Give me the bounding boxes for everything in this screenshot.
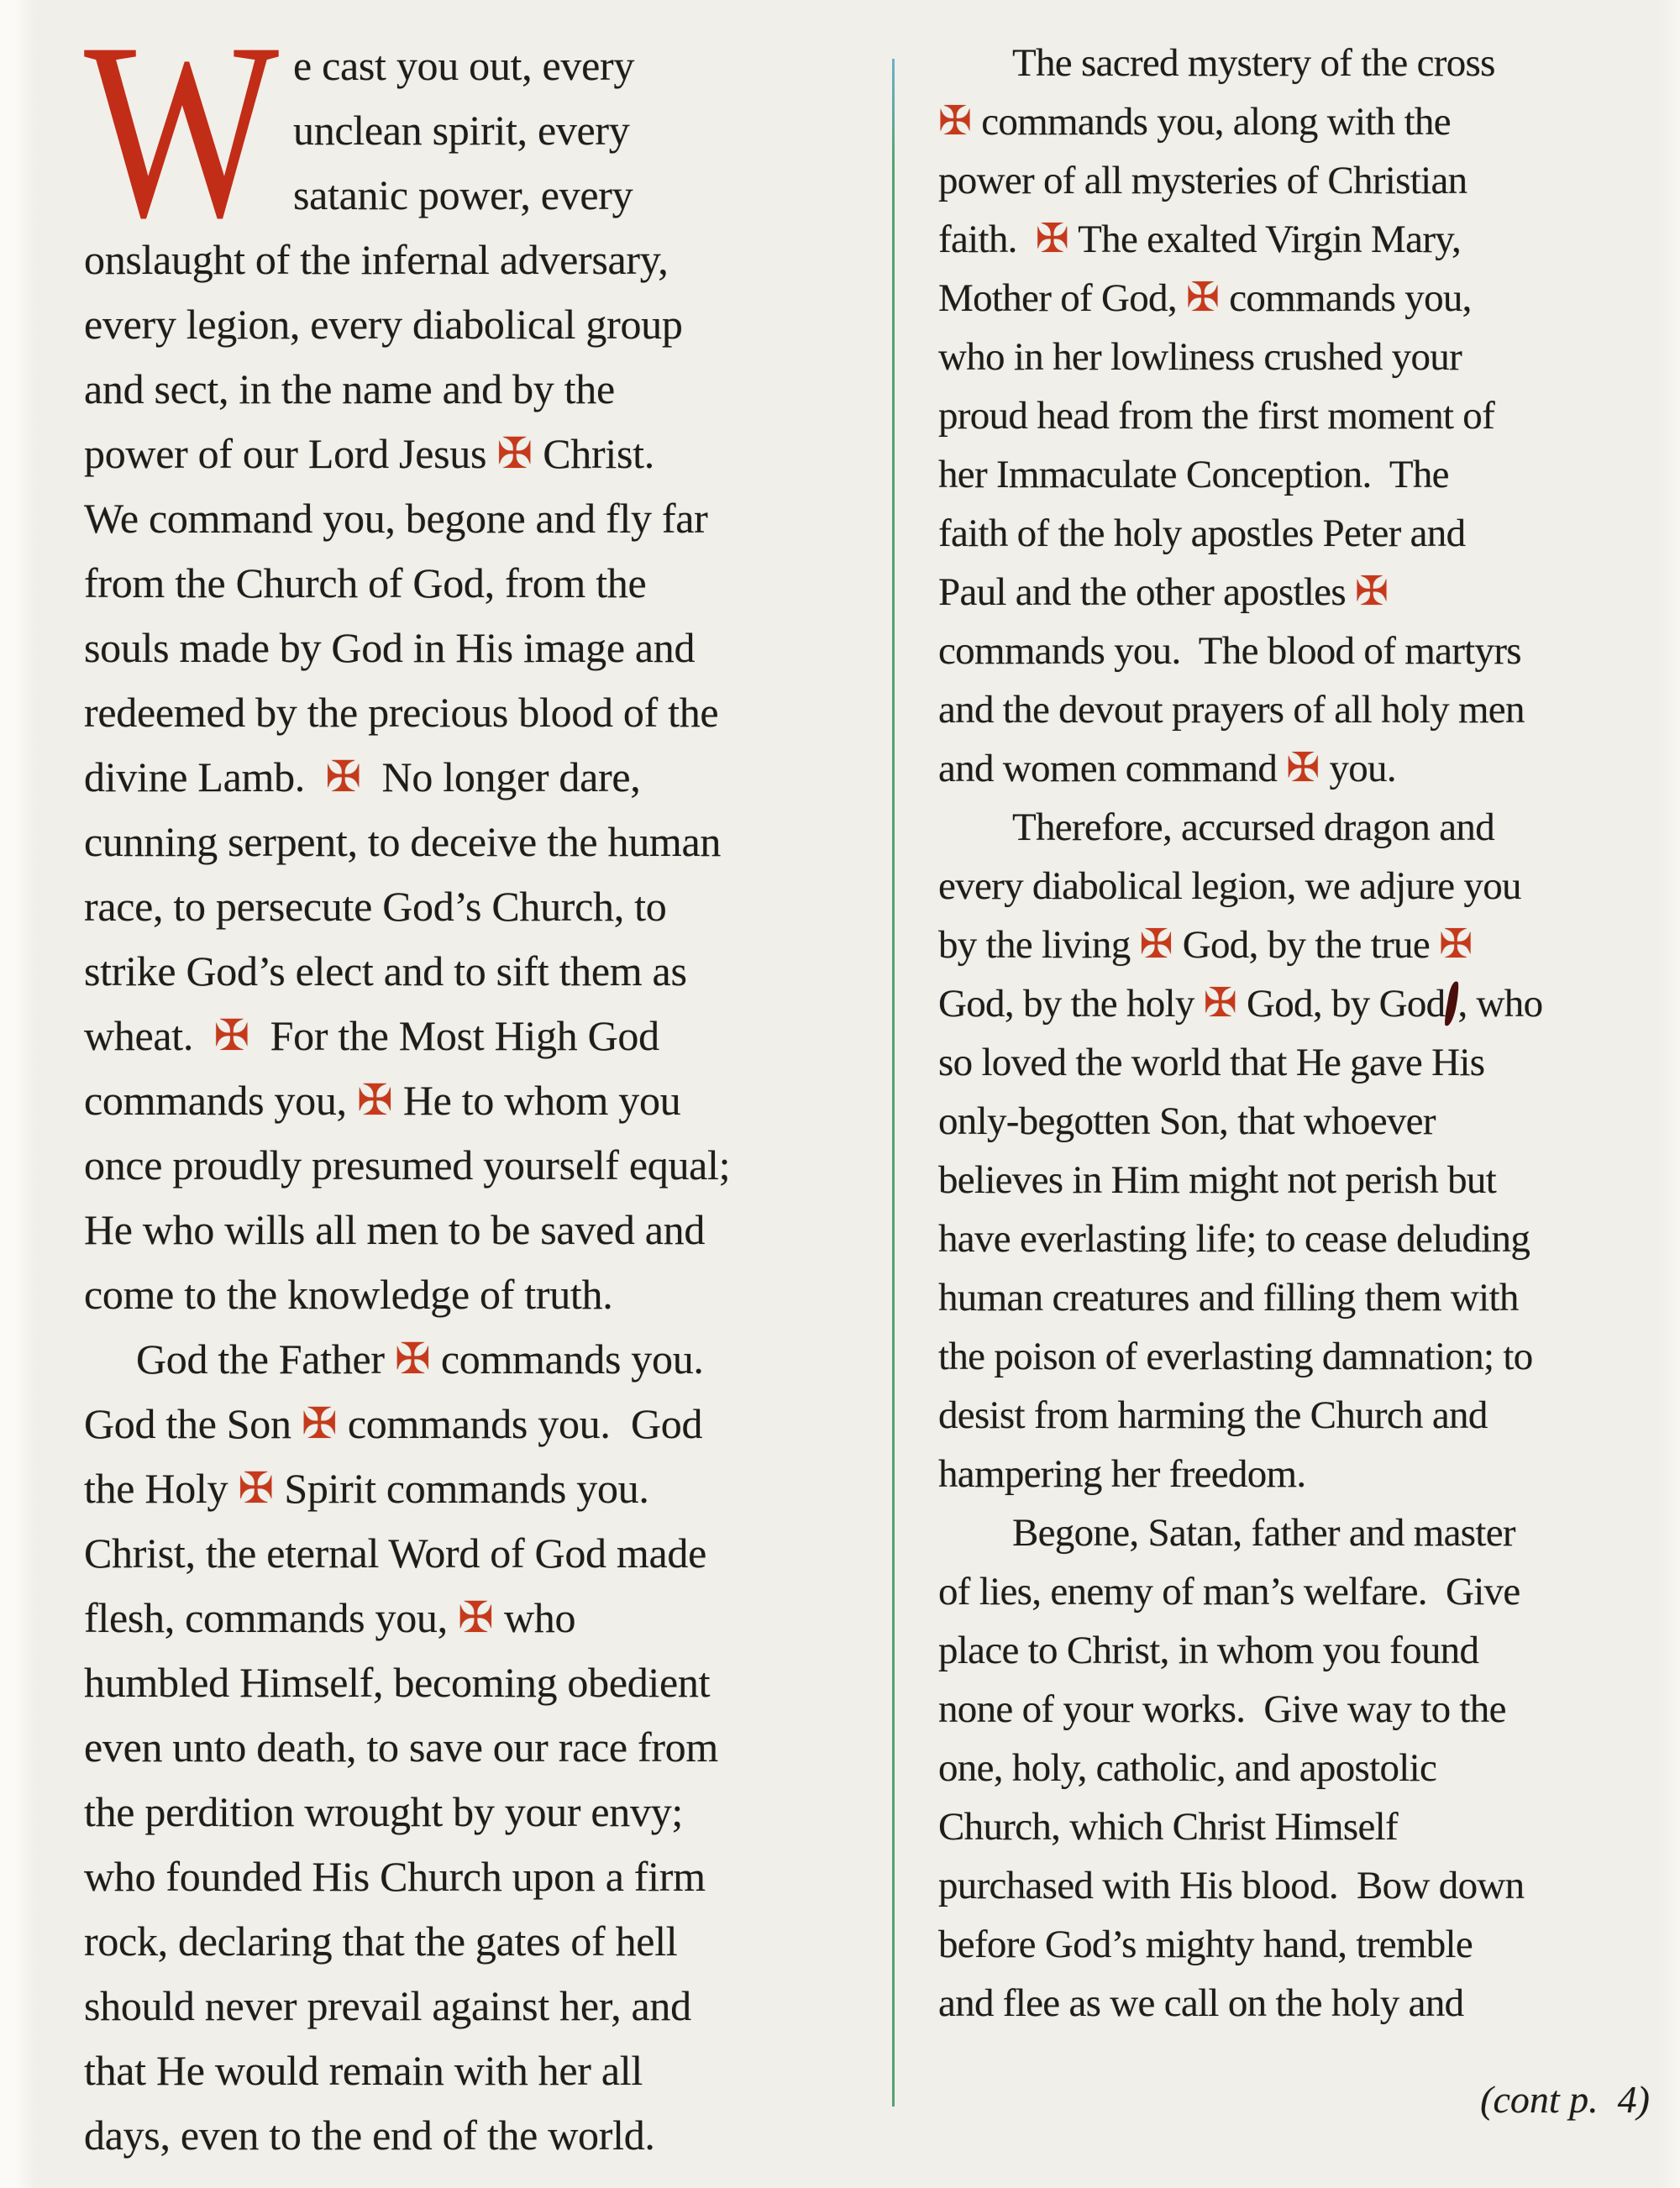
maltese-cross-icon: ✠ xyxy=(1203,980,1237,1026)
left-column xyxy=(84,0,878,2168)
text-line: souls made by God in His image and xyxy=(84,624,696,671)
maltese-cross-icon: ✠ xyxy=(356,1076,393,1125)
text-line: Therefore, accursed dragon and xyxy=(1012,805,1495,849)
text-line: who founded His Church upon a firm xyxy=(84,1853,706,1900)
maltese-cross-icon: ✠ xyxy=(458,1593,494,1643)
text-line: should never prevail against her, and xyxy=(84,1982,691,2029)
maltese-cross-icon: ✠ xyxy=(213,1011,250,1061)
text-line: commands you. The blood of martyrs xyxy=(938,629,1521,673)
text-line: the perdition wrought by your envy; xyxy=(84,1788,683,1835)
text-line: the poison of everlasting damnation; to xyxy=(938,1335,1533,1378)
text-line: place to Christ, in whom you found xyxy=(938,1629,1479,1672)
text-line: ✠ commands you, along with the xyxy=(938,98,1451,144)
text-line: flesh, commands you, ✠ who xyxy=(84,1593,576,1643)
text-line: once proudly presumed yourself equal; xyxy=(84,1141,731,1188)
text-line: cunning serpent, to deceive the human xyxy=(84,818,722,865)
text-line: and women command ✠ you. xyxy=(938,745,1396,791)
column-divider-line xyxy=(892,59,895,2107)
text-line: that He would remain with her all xyxy=(84,2047,643,2094)
text-line: Mother of God, ✠ commands you, xyxy=(938,275,1472,321)
maltese-cross-icon: ✠ xyxy=(325,753,362,802)
maltese-cross-icon: ✠ xyxy=(1286,745,1320,791)
maltese-cross-icon: ✠ xyxy=(394,1335,431,1384)
text-line: e cast you out, every xyxy=(293,42,635,89)
maltese-cross-icon: ✠ xyxy=(1354,569,1389,615)
maltese-cross-icon: ✠ xyxy=(1035,216,1069,262)
maltese-cross-icon: ✠ xyxy=(1139,921,1173,968)
text-line: her Immaculate Conception. The xyxy=(938,453,1449,496)
text-line: of lies, enemy of man’s welfare. Give xyxy=(938,1570,1520,1613)
text-line: faith of the holy apostles Peter and xyxy=(938,512,1466,555)
text-line: unclean spirit, every xyxy=(293,107,630,154)
text-line: power of all mysteries of Christian xyxy=(938,159,1467,202)
text-line: days, even to the end of the world. xyxy=(84,2112,655,2159)
text-line: Paul and the other apostles ✠ xyxy=(938,569,1389,615)
text-line: before God’s mighty hand, tremble xyxy=(938,1923,1473,1966)
text-line: rock, declaring that the gates of hell xyxy=(84,1918,678,1965)
text-line: one, holy, catholic, and apostolic xyxy=(938,1746,1437,1790)
text-line: and sect, in the name and by the xyxy=(84,365,615,412)
text-line: none of your works. Give way to the xyxy=(938,1687,1506,1731)
text-line: Begone, Satan, father and master xyxy=(1012,1511,1515,1555)
text-line: even unto death, to save our race from xyxy=(84,1724,718,1771)
text-line: faith. ✠ The exalted Virgin Mary, xyxy=(938,216,1462,262)
text-line: and flee as we call on the holy and xyxy=(938,1981,1464,2025)
text-line: humbled Himself, becoming obedient xyxy=(84,1659,711,1706)
text-line: and the devout prayers of all holy men xyxy=(938,688,1525,732)
text-line: He who wills all men to be saved and xyxy=(84,1206,706,1253)
text-line: believes in Him might not perish but xyxy=(938,1158,1497,1202)
text-line: wheat. ✠ For the Most High God xyxy=(84,1011,659,1061)
maltese-cross-icon: ✠ xyxy=(238,1464,275,1514)
maltese-cross-icon: ✠ xyxy=(938,98,973,144)
maltese-cross-icon: ✠ xyxy=(496,429,533,479)
maltese-cross-icon: ✠ xyxy=(1439,921,1473,968)
drop-cap xyxy=(84,0,279,270)
text-line: onslaught of the infernal adversary, xyxy=(84,236,669,283)
maltese-cross-icon: ✠ xyxy=(1185,275,1221,321)
text-line: Christ, the eternal Word of God made xyxy=(84,1530,707,1577)
text-line: human creatures and filling them with xyxy=(938,1276,1519,1320)
drop-cap-letter: W xyxy=(84,0,279,270)
text-line: The sacred mystery of the cross xyxy=(1012,41,1495,85)
text-line: so loved the world that He gave His xyxy=(938,1041,1485,1084)
text-line: from the Church of God, from the xyxy=(84,559,647,606)
text-line: come to the knowledge of truth. xyxy=(84,1271,613,1318)
text-line: God, by the holy ✠ God, by God , who xyxy=(938,980,1543,1026)
text-line: purchased with His blood. Bow down xyxy=(938,1864,1525,1907)
text-line: Church, which Christ Himself xyxy=(938,1805,1398,1849)
text-line: satanic power, every xyxy=(293,171,633,218)
text-line: desist from harming the Church and xyxy=(938,1393,1488,1437)
text-line: power of our Lord Jesus ✠ Christ. xyxy=(84,429,654,479)
text-line: redeemed by the precious blood of the xyxy=(84,689,719,736)
text-line: every diabolical legion, we adjure you xyxy=(938,864,1521,908)
text-line: God the Son ✠ commands you. God xyxy=(84,1399,703,1449)
text-line: commands you, ✠ He to whom you xyxy=(84,1076,681,1125)
text-line: We command you, begone and fly far xyxy=(84,495,708,542)
text-line: who in her lowliness crushed your xyxy=(938,335,1462,379)
ink-mark xyxy=(1444,980,1461,1026)
text-line: have everlasting life; to cease deluding xyxy=(938,1217,1530,1261)
text-line: race, to persecute God’s Church, to xyxy=(84,883,667,930)
text-line: divine Lamb. ✠ No longer dare, xyxy=(84,753,641,802)
maltese-cross-icon: ✠ xyxy=(301,1399,338,1449)
text-line: by the living ✠ God, by the true ✠ xyxy=(938,921,1473,968)
text-line: hampering her freedom. xyxy=(938,1452,1306,1496)
text-line: only-begotten Son, that whoever xyxy=(938,1099,1436,1143)
right-column xyxy=(938,34,1673,2121)
text-line: strike God’s elect and to sift them as xyxy=(84,947,687,994)
text-line: the Holy ✠ Spirit commands you. xyxy=(84,1464,649,1514)
text-line: God the Father ✠ commands you. xyxy=(136,1335,704,1384)
continuation-note: (cont p. 4) xyxy=(1480,2078,1650,2121)
text-line: every legion, every diabolical group xyxy=(84,301,683,348)
text-line: proud head from the first moment of xyxy=(938,394,1495,438)
